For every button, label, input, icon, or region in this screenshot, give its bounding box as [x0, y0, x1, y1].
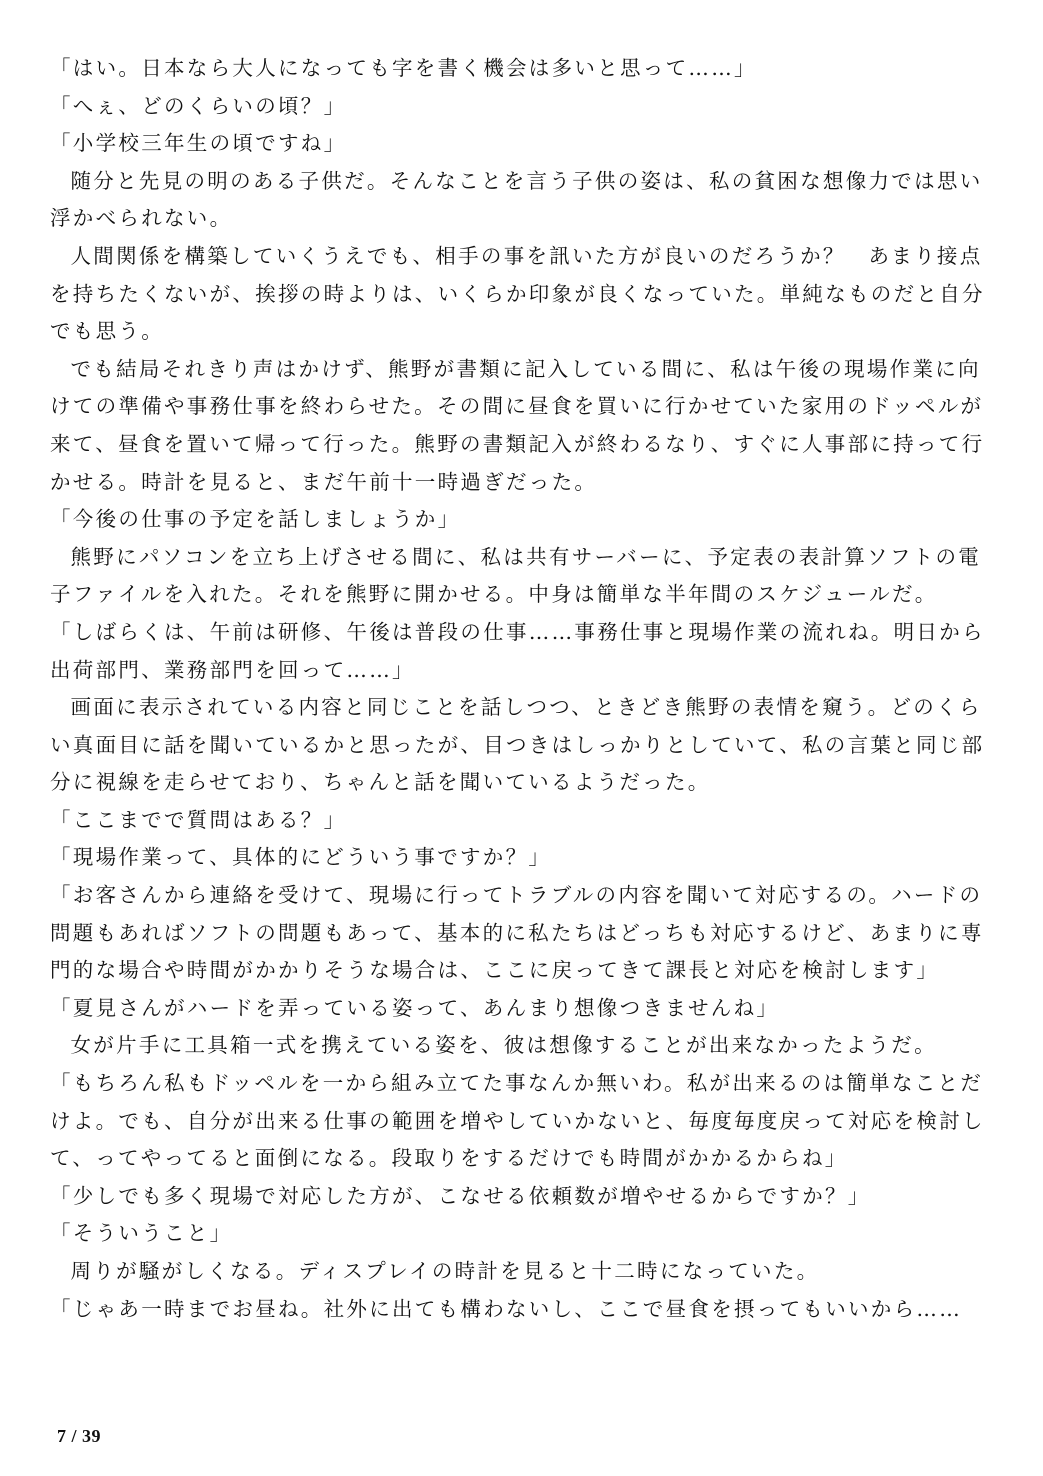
paragraph: 「お客さんから連絡を受けて、現場に行ってトラブルの内容を聞いて対応するの。ハードの問題もあればソフトの問題もあって、基本的に私たちはどっちも対応するけど、あまりに専門的な場合や時間がかかりそうな場合は、ここに戻ってきて課長と対応を検討します」 — [50, 883, 984, 983]
paragraph: 「そういうこと」 — [50, 1221, 233, 1246]
page-number: 7 / 39 — [57, 1426, 102, 1446]
paragraph: 周りが騒がしくなる。ディスプレイの時計を見ると十二時になっていた。 — [70, 1259, 820, 1283]
paragraph: でも結局それきり声はかけず、熊野が書類に記入している間に、私は午後の現場作業に向けての準備や事務仕事を終わらせた。その間に昼食を買いに行かせていた家用のドッペルが来て、昼食を置いて帰って行った。熊野の書類記入が終わるなり、すぐに人事部に持って行かせる。時計を見ると、まだ午前十一時過ぎだった。 — [50, 356, 985, 494]
paragraph: 「小学校三年生の頃ですね」 — [50, 131, 347, 156]
paragraph: 「じゃあ一時までお昼ね。社外に出ても構わないし、ここで昼食を摂ってもいいから…… — [50, 1296, 962, 1321]
paragraph: 画面に表示されている内容と同じことを話しつつ、ときどき熊野の表情を窺う。どのくらい真面目に話を聞いているかと思ったが、目つきはしっかりとしていて、私の言葉と同じ部分に視線を走らせており、ちゃんと話を聞いているようだった。 — [50, 695, 985, 795]
paragraph: 随分と先見の明のある子供だ。そんなことを言う子供の姿は、私の貧困な想像力では思い浮かべられない。 — [50, 168, 983, 231]
paragraph: 「少しでも多く現場で対応した方が、こなせる依頼数が増やせるからですか？」 — [50, 1183, 871, 1208]
paragraph: 「へぇ、どのくらいの頃？」 — [50, 93, 347, 118]
paragraph: 「もちろん私もドッペルを一から組み立てた事なんか無いわ。私が出来るのは簡単なことだけよ。でも、自分が出来る仕事の範囲を増やしていかないと、毎度毎度戻って対応を検討して、ってやってると面倒になる。段取りをするだけでも時間がかかるからね」 — [50, 1071, 985, 1171]
paragraph: 女が片手に工具箱一式を携えている姿を、彼は想像することが出来なかったようだ。 — [70, 1033, 937, 1058]
body-text — [50, 50, 990, 1328]
paragraph: 「ここまでで質問はある？」 — [50, 807, 347, 832]
paragraph: 「しばらくは、午前は研修、午後は普段の仕事……事務仕事と現場作業の流れね。明日から出荷部門、業務部門を回って……」 — [50, 619, 985, 682]
paragraph: 「現場作業って、具体的にどういう事ですか？」 — [50, 845, 552, 870]
paragraph: 「今後の仕事の予定を話しましょうか」 — [50, 507, 461, 532]
paragraph: 熊野にパソコンを立ち上げさせる間に、私は共有サーバーに、予定表の表計算ソフトの電子ファイルを入れた。それを熊野に開かせる。中身は簡単な半年間のスケジュールだ。 — [50, 544, 982, 607]
paragraph: 人間関係を構築していくうえでも、相手の事を訊いた方が良いのだろうか？ あまり接点を持ちたくないが、挨拶の時よりは、いくらか印象が良くなっていた。単純なものだと自分でも思う。 — [50, 243, 985, 344]
paragraph: 「夏見さんがハードを弄っている姿って、あんまり想像つきませんね」 — [50, 995, 780, 1020]
paragraph: 「はい。日本なら大人になっても字を書く機会は多いと思って……」 — [50, 56, 757, 80]
